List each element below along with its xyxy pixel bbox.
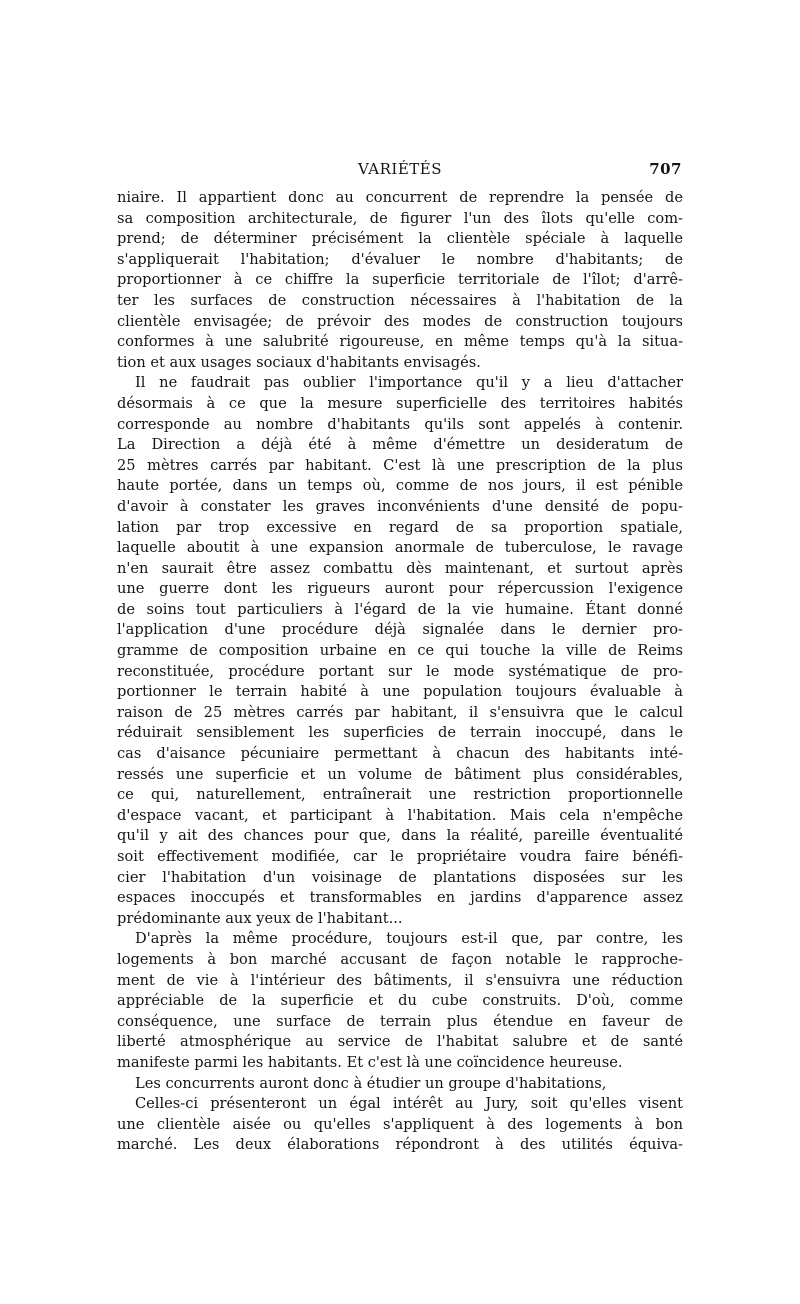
text-line: ment de vie à l'intérieur des bâtiments, il s'ensuivra une réduction xyxy=(117,971,683,989)
text-line: La Direction a déjà été à même d'émettre un desideratum de xyxy=(117,436,683,454)
text-line: clientèle envisagée; de prévoir des modes de construction toujours xyxy=(117,312,683,330)
text-line: raison de 25 mètres carrés par habitant, il s'ensuivra que le calcul xyxy=(117,703,683,721)
body-text xyxy=(117,188,683,1156)
text-line: cas d'aisance pécuniaire permettant à chacun des habitants inté- xyxy=(117,745,683,763)
text-line: proportionner à ce chiffre la superficie territoriale de l'îlot; d'arrê- xyxy=(117,271,683,289)
text-line: niaire. Il appartient donc au concurrent de reprendre la pensée de xyxy=(117,189,683,206)
text-line: prend; de déterminer précisément la clientèle spéciale à laquelle xyxy=(117,230,683,248)
text-line: 25 mètres carrés par habitant. C'est là une prescription de la plus xyxy=(117,456,683,474)
page-number: 707 xyxy=(649,160,682,178)
text-line: laquelle aboutit à une expansion anormale de tuberculose, le ravage xyxy=(117,539,683,557)
text-line: conséquence, une surface de terrain plus étendue en faveur de xyxy=(117,1012,683,1030)
text-line: manifeste parmi les habitants. Et c'est là une coïncidence heureuse. xyxy=(117,1053,623,1071)
text-line: tion et aux usages sociaux d'habitants envisagés. xyxy=(117,353,481,371)
text-line: D'après la même procédure, toujours est-il que, par contre, les xyxy=(135,930,683,948)
text-line: corresponde au nombre d'habitants qu'ils sont appelés à contenir. xyxy=(117,415,683,433)
text-line: ce qui, naturellement, entraînerait une restriction proportionnelle xyxy=(117,786,683,804)
text-line: Celles-ci présenteront un égal intérêt au Jury, soit qu'elles visent xyxy=(135,1095,683,1113)
text-line: logements à bon marché accusant de façon notable le rapproche- xyxy=(117,950,683,968)
text-line: appréciable de la superficie et du cube construits. D'où, comme xyxy=(117,992,683,1010)
text-line: conformes à une salubrité rigoureuse, en même temps qu'à la situa- xyxy=(117,333,683,351)
text-line: une clientèle aisée ou qu'elles s'appliquent à des logements à bon xyxy=(117,1115,683,1133)
text-line: reconstituée, procédure portant sur le mode systématique de pro- xyxy=(117,662,683,680)
text-line: cier l'habitation d'un voisinage de plantations disposées sur les xyxy=(117,868,683,886)
text-line: marché. Les deux élaborations répondront à des utilités équiva- xyxy=(117,1136,683,1154)
text-line: qu'il y ait des chances pour que, dans la réalité, pareille éventualité xyxy=(117,827,683,845)
page-header xyxy=(118,160,682,182)
text-line: soit effectivement modifiée, car le propriétaire voudra faire bénéfi- xyxy=(117,848,683,865)
text-line: l'application d'une procédure déjà signalée dans le dernier pro- xyxy=(117,621,683,639)
text-line: s'appliquerait l'habitation; d'évaluer le nombre d'habitants; de xyxy=(117,250,683,268)
text-line: d'espace vacant, et participant à l'habitation. Mais cela n'empêche xyxy=(117,806,683,824)
text-line: prédominante aux yeux de l'habitant... xyxy=(117,909,403,927)
text-line: portionner le terrain habité à une population toujours évaluable à xyxy=(117,683,683,701)
text-line: Les concurrents auront donc à étudier un groupe d'habitations, xyxy=(135,1074,607,1092)
text-line: ressés une superficie et un volume de bâtiment plus considérables, xyxy=(117,765,683,783)
text-line: liberté atmosphérique au service de l'habitat salubre et de santé xyxy=(117,1033,683,1051)
text-line: d'avoir à constater les graves inconvénients d'une densité de popu- xyxy=(117,497,683,515)
text-line: Il ne faudrait pas oublier l'importance qu'il y a lieu d'attacher xyxy=(135,374,683,392)
text-line: espaces inoccupés et transformables en jardins d'apparence assez xyxy=(117,889,683,907)
text-line: gramme de composition urbaine en ce qui touche la ville de Reims xyxy=(117,642,683,660)
text-line: désormais à ce que la mesure superficielle des territoires habités xyxy=(117,394,683,412)
text-line: lation par trop excessive en regard de sa proportion spatiale, xyxy=(117,518,683,536)
running-title: VARIÉTÉS xyxy=(357,160,443,178)
text-line: ter les surfaces de construction nécessaires à l'habitation de la xyxy=(117,291,683,309)
text-line: haute portée, dans un temps où, comme de nos jours, il est pénible xyxy=(117,477,683,495)
text-line: réduirait sensiblement les superficies de terrain inoccupé, dans le xyxy=(117,724,683,742)
text-line: une guerre dont les rigueurs auront pour répercussion l'exigence xyxy=(117,580,683,598)
text-line: n'en saurait être assez combattu dès maintenant, et surtout après xyxy=(117,559,683,577)
text-line: sa composition architecturale, de figurer l'un des îlots qu'elle com- xyxy=(117,209,683,227)
text-line: de soins tout particuliers à l'égard de la vie humaine. Étant donné xyxy=(117,600,683,618)
